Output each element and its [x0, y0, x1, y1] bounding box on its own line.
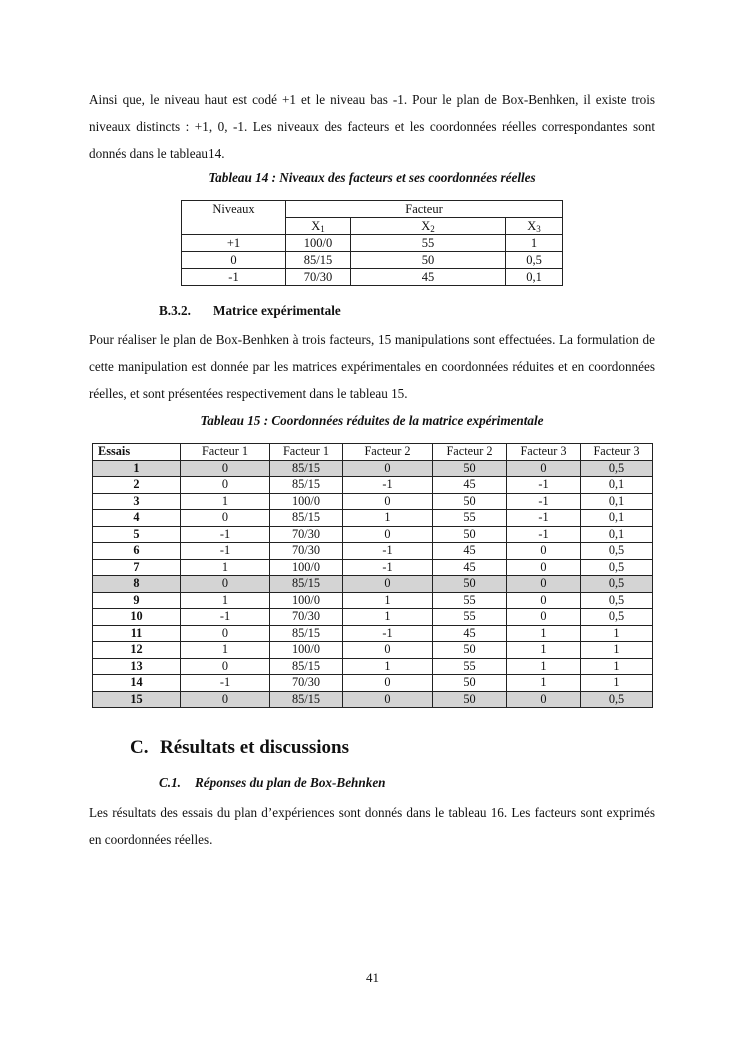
table15-cell: 0,5	[581, 559, 653, 576]
table15-trial-number: 6	[93, 543, 181, 560]
table15-cell: 0	[507, 609, 581, 626]
table15-header-cell: Facteur 2	[433, 444, 507, 461]
table15-cell: 100/0	[270, 592, 343, 609]
table15-cell: 85/15	[270, 477, 343, 494]
table15-cell: 0	[181, 691, 270, 708]
subsection-b32-heading: B.3.2. Matrice expérimentale	[159, 303, 341, 318]
table15-trial-number: 9	[93, 592, 181, 609]
table15-caption: Tableau 15 : Coordonnées réduites de la matrice expérimentale	[200, 413, 544, 428]
table15-cell: 100/0	[270, 493, 343, 510]
table15-cell: 0,1	[581, 477, 653, 494]
table15-cell: 50	[433, 691, 507, 708]
table15-trial-number: 2	[93, 477, 181, 494]
table15-cell: 50	[433, 576, 507, 593]
table15-cell: 1	[581, 642, 653, 659]
table15-cell: -1	[181, 609, 270, 626]
table15-row	[93, 477, 653, 494]
table15-row	[93, 625, 653, 642]
table14-cell: -1	[182, 269, 286, 286]
table15-cell: 0,1	[581, 526, 653, 543]
table15-cell: 50	[433, 460, 507, 477]
table15-cell: 45	[433, 543, 507, 560]
table15-row	[93, 493, 653, 510]
table15-cell: 70/30	[270, 675, 343, 692]
table15-cell: 45	[433, 477, 507, 494]
table15-cell: -1	[507, 477, 581, 494]
table15-row	[93, 592, 653, 609]
table15-cell: -1	[507, 526, 581, 543]
table15-cell: -1	[343, 625, 433, 642]
page-number: 41	[366, 970, 379, 985]
table15-cell: 0,5	[581, 592, 653, 609]
table14-cell: 45	[351, 269, 506, 286]
table15-row	[93, 543, 653, 560]
table15-cell: -1	[507, 493, 581, 510]
table15-header-cell: Facteur 3	[581, 444, 653, 461]
table15-header-cell: Essais	[93, 444, 181, 461]
table15-cell: 0,1	[581, 493, 653, 510]
table15-trial-number: 1	[93, 460, 181, 477]
table15-row	[93, 576, 653, 593]
table15-row	[93, 609, 653, 626]
table15-cell: 0	[181, 658, 270, 675]
table15-cell: 50	[433, 526, 507, 543]
table15-cell: 85/15	[270, 510, 343, 527]
table14-cell: 1	[506, 235, 563, 252]
table15-trial-number: 13	[93, 658, 181, 675]
table15-cell: 0	[507, 691, 581, 708]
table14-header-levels: Niveaux	[182, 201, 286, 235]
table15-header-cell: Facteur 1	[270, 444, 343, 461]
table15-cell: 70/30	[270, 526, 343, 543]
table15-cell: 0	[343, 576, 433, 593]
table15-header-row	[93, 444, 653, 461]
table15-cell: 0	[343, 642, 433, 659]
table14-cell: 70/30	[286, 269, 351, 286]
table15-trial-number: 10	[93, 609, 181, 626]
table15-cell: 1	[181, 592, 270, 609]
table15-cell: 50	[433, 642, 507, 659]
table15-row	[93, 675, 653, 692]
table15-cell: 55	[433, 609, 507, 626]
table15-cell: 0	[181, 460, 270, 477]
table15-cell: 0	[343, 675, 433, 692]
table15-cell: 0	[507, 559, 581, 576]
table14	[181, 200, 563, 286]
table15-cell: 1	[507, 642, 581, 659]
table15-cell: 100/0	[270, 559, 343, 576]
table15-cell: 55	[433, 658, 507, 675]
table15-row	[93, 642, 653, 659]
table15-row	[93, 460, 653, 477]
table14-header-factor: Facteur	[286, 201, 563, 218]
table15-cell: -1	[343, 559, 433, 576]
paragraph-3: Les résultats des essais du plan d’expériences sont donnés dans le tableau 16. Les facteurs sont exprimés en coordonnées réelles.	[89, 805, 655, 847]
table15-header-cell: Facteur 2	[343, 444, 433, 461]
table15-cell: 55	[433, 510, 507, 527]
table14-row	[182, 252, 563, 269]
table15-cell: 55	[433, 592, 507, 609]
table15-cell: 0,5	[581, 460, 653, 477]
table15-cell: 0,5	[581, 576, 653, 593]
intro-paragraph: Ainsi que, le niveau haut est codé +1 et le niveau bas -1. Pour le plan de Box-Benhken, il existe trois niveaux distincts : +1, 0, -1. Les niveaux des facteurs et les coordonnées réelles correspondantes sont donnés dans le tableau14.	[89, 92, 655, 161]
table15-cell: 0	[181, 576, 270, 593]
table15-cell: 0	[507, 592, 581, 609]
table15-cell: 70/30	[270, 609, 343, 626]
table15-cell: 45	[433, 625, 507, 642]
table15-cell: 85/15	[270, 691, 343, 708]
table15-cell: 1	[343, 592, 433, 609]
table14-row	[182, 269, 563, 286]
table15-cell: -1	[343, 543, 433, 560]
table15-cell: 45	[433, 559, 507, 576]
table15-header-cell: Facteur 1	[181, 444, 270, 461]
table15-header-cell: Facteur 3	[507, 444, 581, 461]
table15-trial-number: 4	[93, 510, 181, 527]
table15-cell: -1	[181, 675, 270, 692]
table14-subheader: $X_3$	[506, 218, 563, 235]
table15-cell: 1	[181, 493, 270, 510]
table15-cell: 1	[181, 642, 270, 659]
table15-trial-number: 11	[93, 625, 181, 642]
table14-row	[182, 235, 563, 252]
table15-cell: 1	[507, 658, 581, 675]
table15-row	[93, 658, 653, 675]
table15-cell: 1	[507, 625, 581, 642]
table14-cell: 100/0	[286, 235, 351, 252]
table15-trial-number: 12	[93, 642, 181, 659]
table15-trial-number: 5	[93, 526, 181, 543]
table14-cell: +1	[182, 235, 286, 252]
table15-cell: 0,5	[581, 691, 653, 708]
table15-cell: 0	[181, 510, 270, 527]
table15-cell: 85/15	[270, 625, 343, 642]
table15-trial-number: 8	[93, 576, 181, 593]
table14-cell: 50	[351, 252, 506, 269]
table15-row	[93, 510, 653, 527]
table15-cell: 1	[581, 625, 653, 642]
table15-cell: 85/15	[270, 460, 343, 477]
paragraph-2: Pour réaliser le plan de Box-Benhken à trois facteurs, 15 manipulations sont effectuées. La formulation de cette manipulation est donnée par les matrices expérimentales en coordonnées réduites et en coordonnées réelles, et sont présentées respectivement dans le tableau 15.	[89, 332, 655, 401]
table15-cell: -1	[507, 510, 581, 527]
table15-cell: 0	[181, 477, 270, 494]
table15-cell: 1	[343, 609, 433, 626]
table15-cell: 0	[343, 691, 433, 708]
table15-cell: 0	[343, 493, 433, 510]
table14-subheader: $X_1$	[286, 218, 351, 235]
table15-cell: 1	[181, 559, 270, 576]
table14-cell: 0,5	[506, 252, 563, 269]
table14-cell: 85/15	[286, 252, 351, 269]
table15-cell: 1	[343, 510, 433, 527]
table14-cell: 0	[182, 252, 286, 269]
table15-cell: 0,1	[581, 510, 653, 527]
table15-trial-number: 14	[93, 675, 181, 692]
subsection-c1-heading: C.1. Réponses du plan de Box-Behnken	[159, 775, 386, 790]
table14-cell: 55	[351, 235, 506, 252]
table15-cell: 50	[433, 675, 507, 692]
table15-cell: 85/15	[270, 658, 343, 675]
table15-cell: 0	[343, 460, 433, 477]
table15-cell: 0,5	[581, 609, 653, 626]
table15-cell: -1	[343, 477, 433, 494]
table15-cell: 1	[581, 675, 653, 692]
table15-cell: 0	[507, 460, 581, 477]
table15-cell: 0	[343, 526, 433, 543]
table15-cell: 0	[507, 543, 581, 560]
table15-row	[93, 691, 653, 708]
table14-subheader: $X_2$	[351, 218, 506, 235]
table14-caption: Tableau 14 : Niveaux des facteurs et ses coordonnées réelles	[208, 170, 536, 185]
table15-cell: 0	[507, 576, 581, 593]
table14-cell: 0,1	[506, 269, 563, 286]
table15-cell: 1	[343, 658, 433, 675]
table15-trial-number: 7	[93, 559, 181, 576]
section-c-heading: C. Résultats et discussions	[130, 737, 349, 758]
table15-trial-number: 3	[93, 493, 181, 510]
table15-cell: 1	[581, 658, 653, 675]
table15-cell: 70/30	[270, 543, 343, 560]
table15-cell: 0,5	[581, 543, 653, 560]
table15-cell: 100/0	[270, 642, 343, 659]
table15-cell: -1	[181, 543, 270, 560]
table15-cell: -1	[181, 526, 270, 543]
table15-cell: 1	[507, 675, 581, 692]
table15-cell: 0	[181, 625, 270, 642]
table15-cell: 85/15	[270, 576, 343, 593]
table15-row	[93, 526, 653, 543]
table15-row	[93, 559, 653, 576]
table15-trial-number: 15	[93, 691, 181, 708]
table15	[92, 443, 653, 708]
table15-cell: 50	[433, 493, 507, 510]
